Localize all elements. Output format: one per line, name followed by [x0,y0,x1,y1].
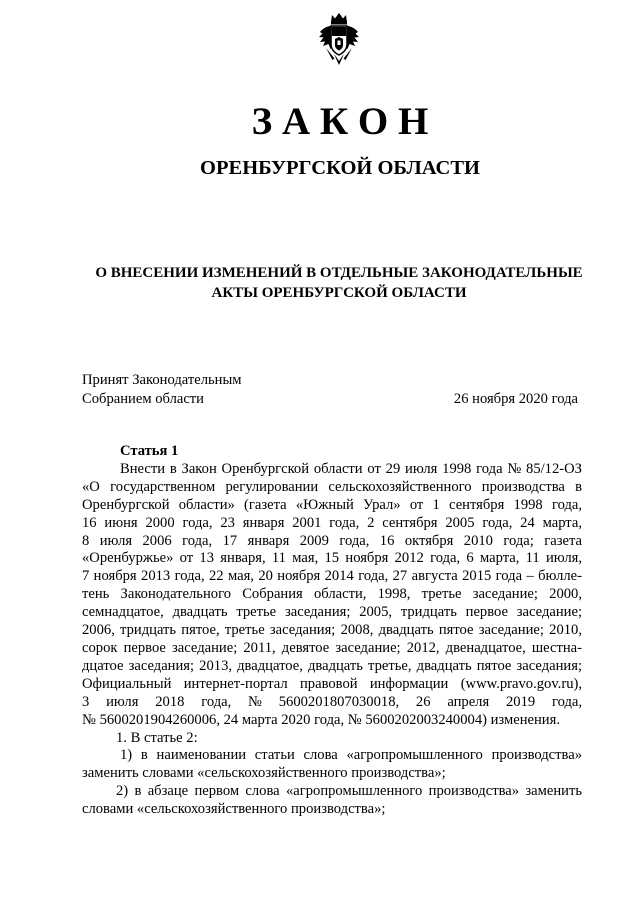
law-title [40,263,638,303]
body-line: 1. В статье 2: [116,729,198,746]
paragraph [82,783,582,819]
body-line: сорок первое заседание; 2011, девятое заседание; 2012, двенадцатое, шестна- [82,639,582,656]
body-line: семнадцатое, двадцать третье заседания; 2005, тридцать первое заседание; [82,604,582,621]
law-title-line: О ВНЕСЕНИИ ИЗМЕНЕНИЙ В ОТДЕЛЬНЫЕ ЗАКОНОДАТЕЛЬНЫЕ [95,265,583,281]
body-line: словами «сельскохозяйственного производства»; [82,801,386,818]
body-line: 7 ноября 2013 года, 22 мая, 20 ноября 2014 года, 27 августа 2015 года – бюлле- [82,568,582,585]
paragraph [82,730,582,748]
body-line: 1) в наименовании статьи слова «агропромышленного производства» [120,747,582,764]
paragraph [82,461,582,730]
region-heading: ОРЕНБУРГСКОЙ ОБЛАСТИ [200,157,480,179]
body-line: 2006, тридцать пятое, третье заседания; 2008, двадцать пятое заседание; 2010, [82,622,582,639]
adoption-info [82,371,578,409]
document-type-heading: З А К О Н [251,100,429,143]
body-line: 8 июля 2006 года, 17 января 2009 года, 16 октября 2010 года; газета [82,532,582,549]
law-title-line: АКТЫ ОРЕНБУРГСКОЙ ОБЛАСТИ [211,285,467,301]
body-line: Оренбургской области» (газета «Южный Урал» от 1 сентября 1998 года, [82,496,582,513]
article-heading: Статья 1 [120,443,179,459]
body-line: № 5600201904260006, 24 марта 2020 года, № 5600202003240004) изменения. [82,711,560,728]
body-line: 16 июня 2000 года, 23 января 2001 года, 2 сентября 2005 года, 24 марта, [82,514,582,531]
body-line: Внести в Закон Оренбургской области от 29 июля 1998 года № 85/12-ОЗ [120,460,582,477]
adoption-date: 26 ноября 2020 года [453,391,578,407]
body-line: 3 июля 2018 года, № 5600201807030018, 26 апреля 2019 года, [82,693,582,710]
body-line: 2) в абзаце первом слова «агропромышленного производства» заменить [116,783,582,800]
adoption-body-line: Принят Законодательным [82,372,242,388]
adoption-body-line: Собранием области [82,391,204,407]
paragraph [82,747,582,783]
body-line: Официальный интернет-портал правовой информации (www.pravo.gov.ru), [82,675,582,692]
article-1 [82,443,582,819]
body-line: «Оренбуржье» от 13 января, 11 мая, 15 ноября 2012 года, 6 марта, 11 июля, [82,550,582,567]
body-line: заменить словами «сельскохозяйственного производства»; [82,765,446,782]
body-line: тень Законодательного Собрания области, 1998, третье заседание; 2000, [82,586,582,603]
body-line: «О государственном регулировании сельскохозяйственного производства в [82,478,582,495]
body-line: дцатое заседания; 2013, двадцатое, двадцать третье, двадцать пятое заседания; [82,657,582,674]
coat-of-arms-emblem [318,12,360,68]
